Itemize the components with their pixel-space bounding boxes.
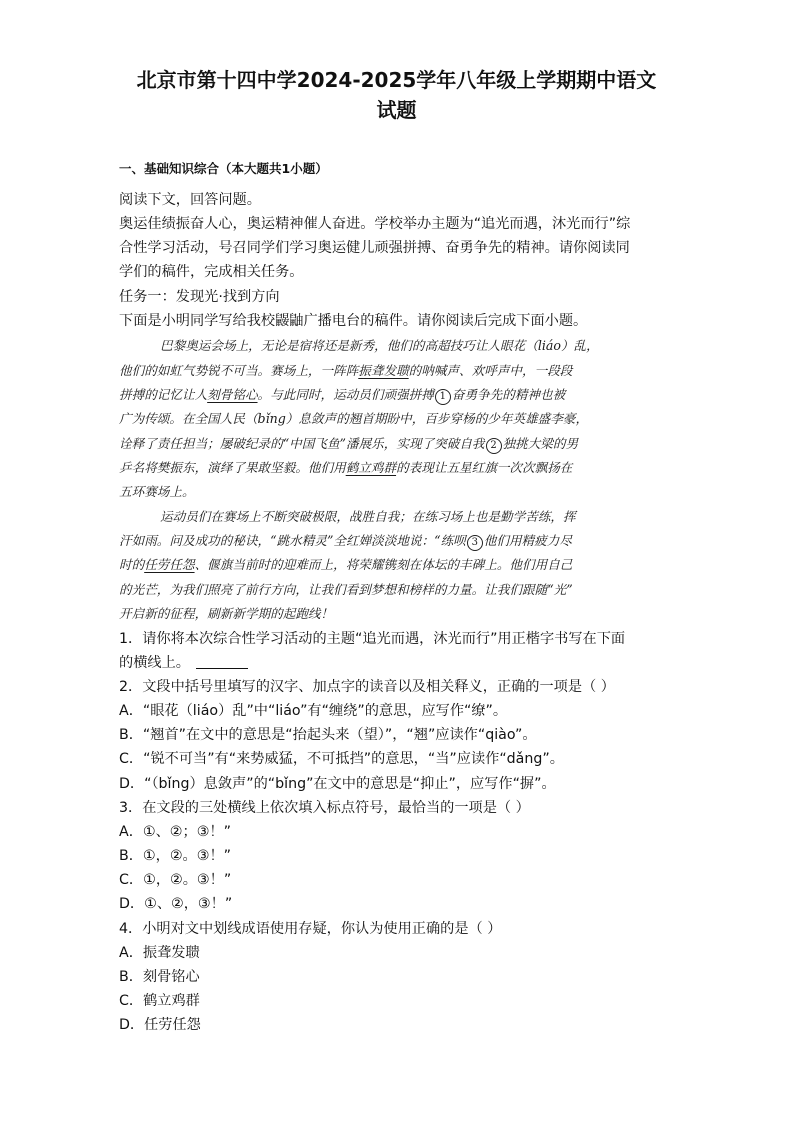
passage-line: 五环赛场上。 xyxy=(119,484,195,499)
intro-line: 合性学习活动，号召同学们学习奥运健儿顽强拼搏、奋勇争先的精神。请你阅读同 xyxy=(119,240,630,256)
passage-line: 的光芒，为我们照亮了前行方向，让我们看到梦想和榜样的力量。让我们跟随“光” xyxy=(119,582,573,597)
option-c: C．鹤立鸡群 xyxy=(119,993,200,1009)
intro-line: 下面是小明同学写给我校鼹鼬广播电台的稿件。请你阅读后完成下面小题。 xyxy=(119,313,588,329)
document-title-continued: 试题 xyxy=(376,98,417,122)
passage-text: 他们的如虹气势锐不可当。赛场上，一阵阵 xyxy=(119,363,359,378)
passage-text: 乒名将樊振东，演绎了果敢坚毅。他们用 xyxy=(119,460,346,475)
question-2: 2．文段中括号里填写的汉字、加点字的读音以及相关释义，正确的一项是（ ） xyxy=(119,679,615,695)
option-c: C．“锐不可当”有“来势威猛，不可抵挡”的意思，“当”应读作“dǎng”。 xyxy=(119,751,564,767)
passage-line xyxy=(119,359,572,383)
option-b: B．①，②。③！” xyxy=(119,848,231,864)
passage-text: 他们用精疲力尽 xyxy=(483,533,572,548)
passage-text: 诠释了责任担当；屡破纪录的“中国飞鱼”潘展乐，实现了突破自我 xyxy=(119,436,485,451)
passage-line: 巴黎奥运会场上，无论是宿将还是新秀，他们的高超技巧让人眼花（liáo）乱， xyxy=(160,338,599,353)
question-1-continued xyxy=(119,652,248,674)
passage-line: 广为传颂。在全国人民（bǐng）息敛声的翘首期盼中，百步穿杨的少年英雄盛李豪， xyxy=(119,411,589,426)
passage-text: 拼搏的记忆让人 xyxy=(119,387,208,402)
answer-blank xyxy=(196,654,248,669)
intro-line: 阅读下文，回答问题。 xyxy=(119,192,261,208)
intro-line: 学们的稿件，完成相关任务。 xyxy=(119,264,304,280)
option-c: C．①，②。③！” xyxy=(119,872,232,888)
section-heading: 一、基础知识综合（本大题共1小题） xyxy=(119,161,328,176)
passage-text: 汗如雨。问及成功的秘诀，“跳水精灵”全红婵淡淡地说：“练呗 xyxy=(119,533,466,548)
intro-line: 奥运佳绩振奋人心，奥运精神催人奋进。学校举办主题为“追光而遇，沐光而行”综 xyxy=(119,216,631,232)
option-d: D．“（bǐng）息敛声”的“bǐng”在文中的意思是“抑止”，应写作“摒”。 xyxy=(119,776,556,792)
passage-line: 运动员们在赛场上不断突破极限，战胜自我；在练习场上也是勤学苦练，挥 xyxy=(160,509,576,524)
option-d: D．①、②，③！” xyxy=(119,896,233,912)
blank-marker-2: 2 xyxy=(486,438,502,454)
passage-line xyxy=(119,383,565,407)
option-b: B．“翘首”在文中的意思是“抬起头来（望）”，“翘”应读作“qiào”。 xyxy=(119,727,537,743)
underlined-idiom: 任劳任怨 xyxy=(144,557,195,572)
blank-marker-1: 1 xyxy=(435,389,451,405)
passage-line xyxy=(119,529,572,553)
passage-text: 、偃旗当前时的迎难而上，将荣耀镌刻在体坛的丰碑上。他们用自己 xyxy=(194,557,573,572)
passage-line xyxy=(119,456,572,480)
option-b: B．刻骨铭心 xyxy=(119,969,200,985)
passage-line xyxy=(119,553,572,577)
question-3: 3．在文段的三处横线上依次填入标点符号，最恰当的一项是（ ） xyxy=(119,800,530,816)
passage-text: 独挑大梁的男 xyxy=(502,436,579,451)
passage-text: 奋勇争先的精神也被 xyxy=(451,387,566,402)
option-d: D．任劳任怨 xyxy=(119,1017,201,1033)
question-1: 1．请你将本次综合性学习活动的主题“追光而遇，沐光而行”用正楷字书写在下面 xyxy=(119,631,626,647)
document-title: 北京市第十四中学2024-2025学年八年级上学期期中语文 xyxy=(136,68,657,92)
option-a: A．①、②；③！” xyxy=(119,824,231,840)
blank-marker-3: 3 xyxy=(467,535,483,551)
passage-line xyxy=(119,432,578,456)
passage-text: 时的 xyxy=(119,557,145,572)
question-4: 4．小明对文中划线成语使用存疑，你认为使用正确的是（ ） xyxy=(119,921,502,937)
underlined-idiom: 振聋发聩 xyxy=(358,363,409,378)
passage-line: 开启新的征程，刷新新学期的起跑线！ xyxy=(119,606,334,621)
task-heading: 任务一：发现光·找到方向 xyxy=(119,289,280,305)
passage-text: 。与此同时，运动员们顽强拼搏 xyxy=(257,387,434,402)
underlined-idiom: 鹤立鸡群 xyxy=(345,460,397,475)
underlined-idiom: 刻骨铭心 xyxy=(207,387,258,402)
option-a: A．振聋发聩 xyxy=(119,945,200,961)
question-text: 的横线上。 xyxy=(119,655,190,671)
passage-text: 的呐喊声、欢呼声中，一段段 xyxy=(408,363,573,378)
passage-text: 的表现让五星红旗一次次飘扬在 xyxy=(396,460,573,475)
option-a: A．“眼花（liáo）乱”中“liáo”有“缠绕”的意思，应写作“缭”。 xyxy=(119,703,508,719)
